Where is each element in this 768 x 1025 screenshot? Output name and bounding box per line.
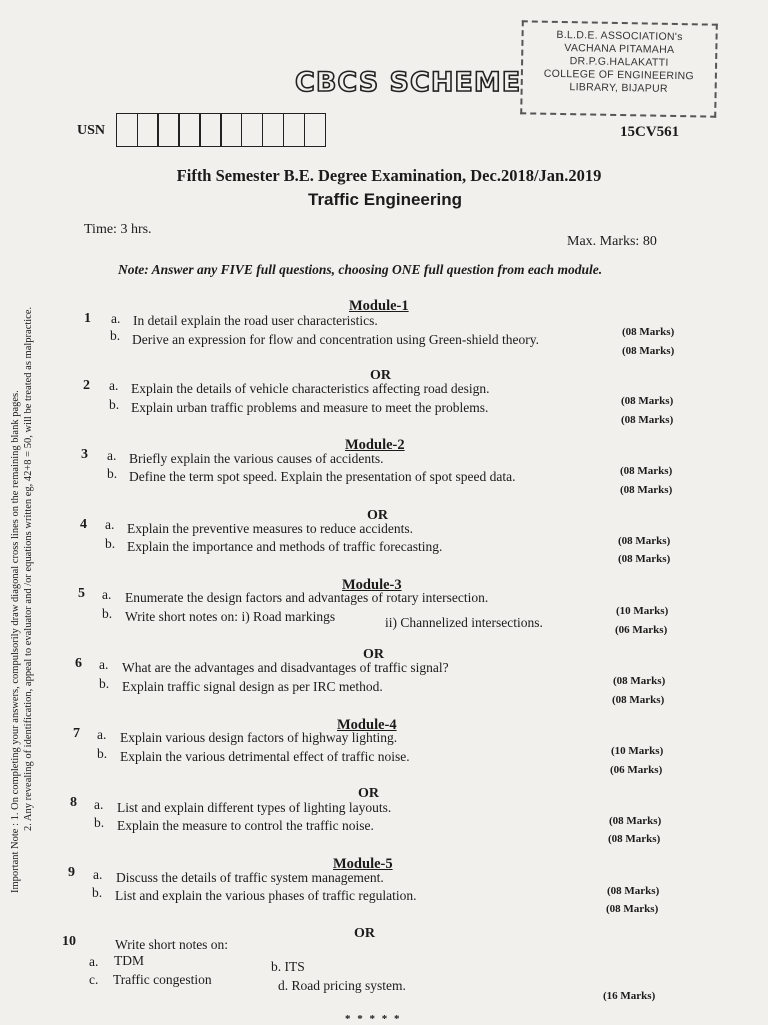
- marks: (08 Marks): [612, 694, 665, 706]
- marks: (08 Marks): [621, 414, 674, 426]
- sub-label: a.: [89, 954, 99, 969]
- marks: (08 Marks): [606, 903, 659, 915]
- marks: (08 Marks): [620, 484, 673, 496]
- sub-label: a.: [97, 727, 107, 742]
- instruction-note: Note: Answer any FIVE full questions, choosing ONE full question from each module.: [118, 262, 603, 277]
- question-text: Explain the various detrimental effect of traffic noise.: [120, 749, 410, 764]
- sub-label: b.: [107, 466, 118, 481]
- usn-box: [199, 113, 221, 147]
- or-separator: OR: [363, 647, 384, 662]
- stamp-line: COLLEGE OF ENGINEERING: [543, 67, 695, 83]
- sub-label: a.: [109, 378, 119, 393]
- scheme-banner: CBCS SCHEME: [295, 67, 522, 98]
- or-separator: OR: [358, 786, 379, 801]
- usn-box: [304, 113, 326, 147]
- question-text: Define the term spot speed. Explain the presentation of spot speed data.: [129, 469, 516, 484]
- max-marks-label: Max. Marks: 80: [567, 234, 657, 249]
- question-number: 1: [84, 311, 91, 326]
- question-text: ii) Channelized intersections.: [385, 615, 543, 630]
- module-heading: Module-3: [342, 577, 402, 593]
- question-text: Write short notes on:: [115, 937, 229, 952]
- question-number: 4: [80, 517, 87, 532]
- sub-label: a.: [111, 311, 121, 326]
- question-number: 7: [73, 726, 80, 741]
- sub-label: b.: [109, 397, 120, 412]
- question-text: Derive an expression for flow and concentration using Green-shield theory.: [132, 332, 539, 347]
- module-heading: Module-5: [333, 856, 393, 872]
- marks: (08 Marks): [618, 535, 671, 547]
- sub-label: c.: [89, 972, 99, 987]
- sub-label: b.: [94, 815, 105, 830]
- marks: (08 Marks): [622, 326, 675, 338]
- stamp-line: VACHANA PITAMAHA: [564, 42, 675, 56]
- usn-label: USN: [77, 123, 106, 138]
- question-text: Explain the preventive measures to reduce accidents.: [127, 521, 414, 536]
- question-text: List and explain the various phases of traffic regulation.: [115, 888, 417, 903]
- sub-label: a.: [93, 867, 103, 882]
- question-text: Explain the importance and methods of traffic forecasting.: [127, 539, 443, 554]
- question-text: Explain the measure to control the traffic noise.: [117, 818, 374, 833]
- sub-label: b.: [92, 885, 103, 900]
- sub-label: b.: [99, 676, 110, 691]
- usn-box: [157, 113, 179, 147]
- question-text: Explain the details of vehicle characteristics affecting road design.: [131, 381, 490, 396]
- marks: (06 Marks): [615, 624, 668, 636]
- question-text: Discuss the details of traffic system management.: [116, 870, 384, 885]
- or-separator: OR: [370, 368, 391, 383]
- stamp-line: DR.P.G.HALAKATTI: [569, 55, 669, 69]
- subject-title: Traffic Engineering: [308, 190, 462, 209]
- question-number: 3: [81, 447, 88, 462]
- end-stars: * * * * *: [345, 1013, 402, 1025]
- usn-box: [178, 113, 200, 147]
- sub-label: a.: [99, 657, 109, 672]
- sub-label: b.: [97, 746, 108, 761]
- marks: (10 Marks): [616, 605, 669, 617]
- question-text: b. ITS: [271, 959, 305, 974]
- usn-box: [137, 113, 159, 147]
- marks: (08 Marks): [621, 395, 674, 407]
- library-stamp: [520, 20, 718, 117]
- question-text: Explain urban traffic problems and measure to meet the problems.: [131, 400, 489, 415]
- marks: (08 Marks): [622, 345, 675, 357]
- marks: (08 Marks): [608, 833, 661, 845]
- subject-code: 15CV561: [620, 124, 680, 140]
- side-note-line: Important Note : 1. On completing your answers, compulsorily draw diagonal cross lines on the remaining blank pages.: [10, 390, 21, 893]
- sub-label: b.: [105, 536, 116, 551]
- usn-box: [116, 113, 138, 147]
- usn-boxes: [117, 113, 326, 147]
- exam-title: Fifth Semester B.E. Degree Examination, Dec.2018/Jan.2019: [176, 166, 602, 185]
- usn-box: [220, 113, 242, 147]
- sub-label: b.: [102, 606, 113, 621]
- side-note-line: 2. Any revealing of identification, appeal to evaluator and /or equations written eg, 42+8 = 50, will be treated as malpractice.: [23, 306, 34, 831]
- question-text: Write short notes on: i) Road markings: [125, 609, 336, 624]
- question-text: What are the advantages and disadvantages of traffic signal?: [122, 660, 449, 675]
- marks: (08 Marks): [609, 815, 662, 827]
- question-number: 10: [62, 934, 76, 949]
- question-text: In detail explain the road user characteristics.: [133, 313, 378, 328]
- question-text: d. Road pricing system.: [278, 978, 406, 993]
- question-number: 2: [83, 378, 90, 393]
- or-separator: OR: [354, 926, 375, 941]
- question-number: 6: [75, 656, 82, 671]
- question-text: Explain traffic signal design as per IRC method.: [122, 679, 383, 694]
- module-heading: Module-2: [345, 437, 405, 453]
- sub-label: a.: [102, 587, 112, 602]
- question-text: Enumerate the design factors and advantages of rotary intersection.: [125, 590, 489, 605]
- sub-label: b.: [110, 328, 121, 343]
- sub-label: a.: [105, 517, 115, 532]
- marks: (16 Marks): [603, 990, 656, 1002]
- question-text: List and explain different types of lighting layouts.: [117, 800, 392, 815]
- marks: (08 Marks): [618, 553, 671, 565]
- question-number: 9: [68, 865, 75, 880]
- sub-label: a.: [107, 448, 117, 463]
- module-heading: Module-1: [349, 298, 409, 314]
- marks: (06 Marks): [610, 764, 663, 776]
- question-text: Explain various design factors of highway lighting.: [120, 730, 398, 745]
- question-text: Briefly explain the various causes of accidents.: [129, 451, 384, 466]
- marks: (08 Marks): [620, 465, 673, 477]
- stamp-line: B.L.D.E. ASSOCIATION's: [556, 28, 683, 44]
- marks: (08 Marks): [607, 885, 660, 897]
- marks: (08 Marks): [613, 675, 666, 687]
- sub-label: a.: [94, 797, 104, 812]
- marks: (10 Marks): [611, 745, 664, 757]
- side-important-note: [9, 306, 35, 893]
- question-text: TDM: [114, 953, 144, 968]
- stamp-line: LIBRARY, BIJAPUR: [569, 81, 668, 95]
- usn-box: [283, 113, 305, 147]
- usn-box: [241, 113, 263, 147]
- question-text: Traffic congestion: [113, 972, 212, 987]
- time-label: Time: 3 hrs.: [84, 222, 152, 237]
- usn-box: [262, 113, 284, 147]
- module-heading: Module-4: [337, 717, 397, 733]
- question-number: 8: [70, 795, 77, 810]
- question-number: 5: [78, 586, 85, 601]
- or-separator: OR: [367, 508, 388, 523]
